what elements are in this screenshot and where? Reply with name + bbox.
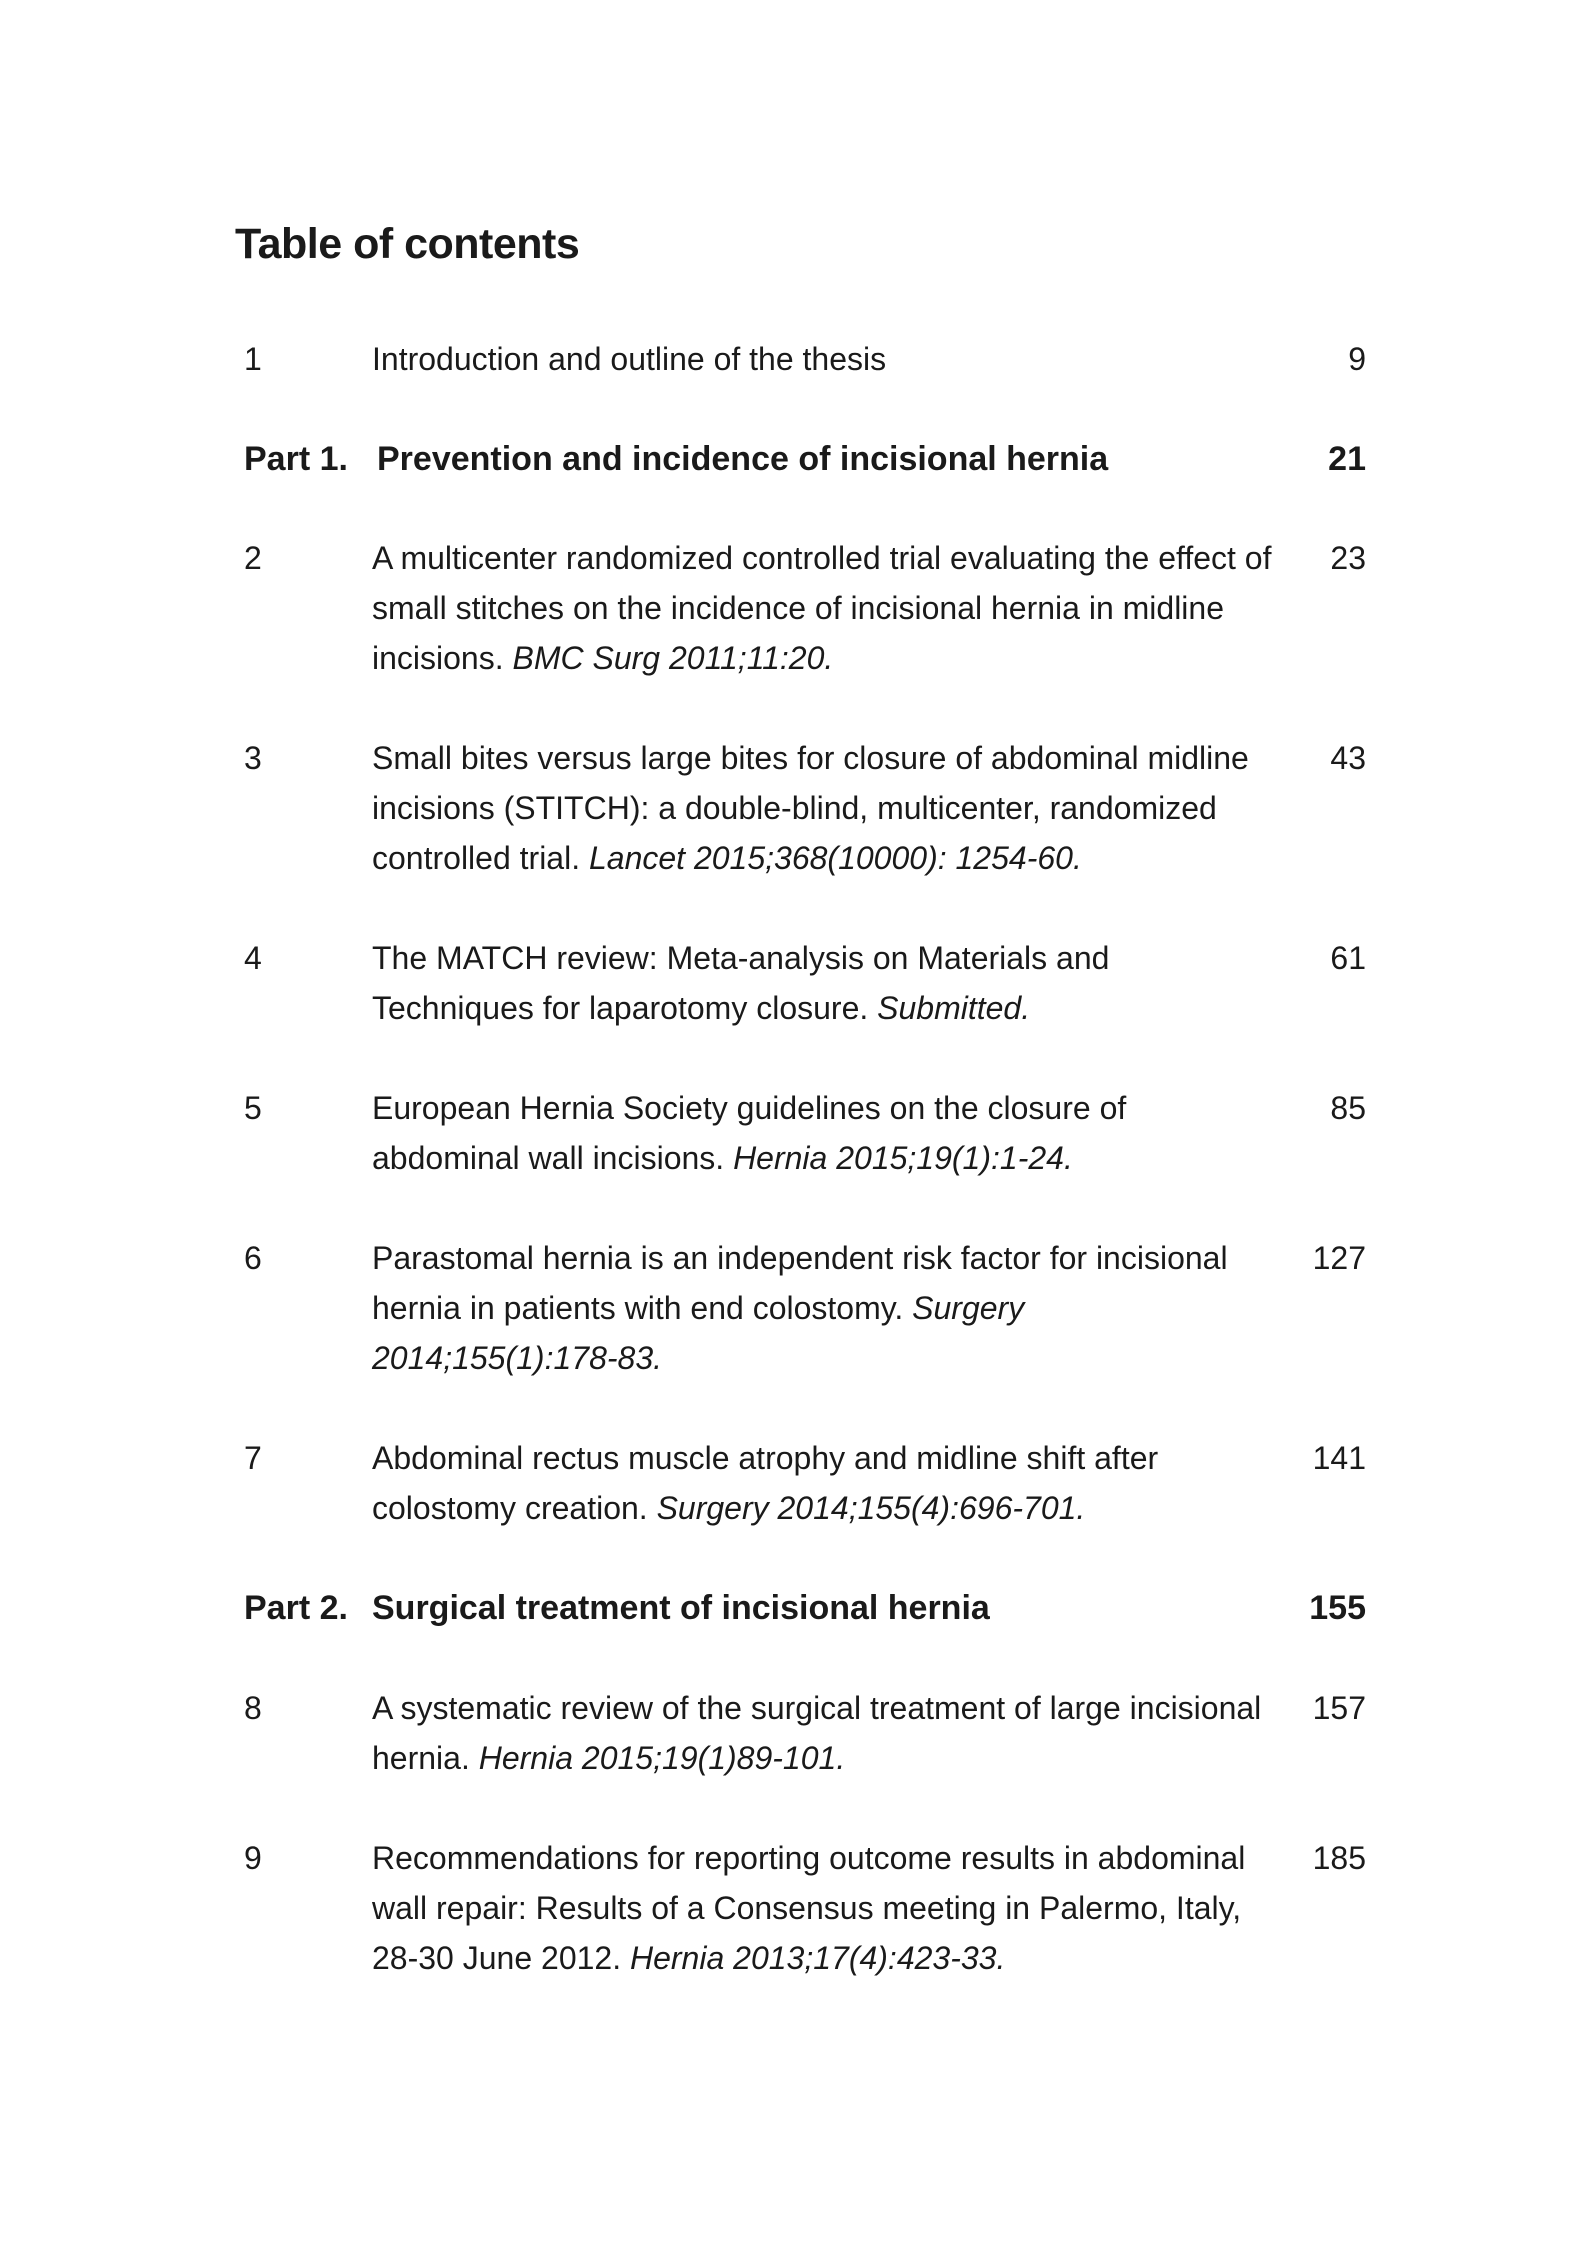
chapter-title-text: A multicenter randomized controlled trial evaluating the effect of small stitches on the incidence of incisional hernia in midline incisions. [372, 540, 1272, 676]
chapter-number: 4 [244, 940, 262, 976]
chapter-title [372, 1433, 1272, 1533]
chapter-title-text: European Hernia Society guidelines on the closure of abdominal wall incisions. [372, 1090, 1127, 1176]
chapter-title-text: A systematic review of the surgical treatment of large incisional hernia. [372, 1690, 1262, 1776]
part-number: Part 2. [244, 1589, 348, 1627]
citation: BMC Surg 2011;11:20. [512, 640, 834, 676]
page-number: 185 [1312, 1840, 1366, 1876]
chapter-title-text: Parastomal hernia is an independent risk factor for incisional hernia in patients with end colostomy. [372, 1240, 1228, 1326]
page-title: Table of contents [235, 220, 580, 268]
page-number: 43 [1330, 740, 1366, 776]
citation: Lancet 2015;368(10000): 1254-60. [588, 840, 1082, 876]
chapter-number: 3 [244, 740, 262, 776]
page-number: 21 [1328, 440, 1366, 478]
chapter-number: 6 [244, 1240, 262, 1276]
part-number: Part 1. [244, 440, 348, 478]
page-number: 61 [1330, 940, 1366, 976]
chapter-title-text: Recommendations for reporting outcome results in abdominal wall repair: Results of a Consensus meeting in Palermo, Italy, 28-30 June 2012. [372, 1840, 1246, 1976]
chapter-title [372, 933, 1272, 1033]
citation: Submitted. [877, 990, 1031, 1026]
chapter-title-text: The MATCH review: Meta-analysis on Materials and Techniques for laparotomy closure. [372, 940, 1110, 1026]
page-number: 85 [1330, 1090, 1366, 1126]
page-number: 23 [1330, 540, 1366, 576]
page-number: 155 [1309, 1589, 1366, 1627]
chapter-title-text: Small bites versus large bites for closure of abdominal midline incisions (STITCH): a double-blind, multicenter, randomized controlled trial. [372, 740, 1249, 876]
chapter-number: 5 [244, 1090, 262, 1126]
part-title: Prevention and incidence of incisional hernia [377, 440, 1109, 478]
citation: Hernia 2015;19(1)89-101. [478, 1740, 846, 1776]
page-number: 141 [1312, 1440, 1366, 1476]
chapter-title [372, 1233, 1272, 1383]
chapter-number: 8 [244, 1690, 262, 1726]
chapter-title: Introduction and outline of the thesis [372, 341, 887, 377]
page-number: 127 [1312, 1240, 1366, 1276]
chapter-title-text: Abdominal rectus muscle atrophy and midline shift after colostomy creation. [372, 1440, 1159, 1526]
chapter-title [372, 1083, 1272, 1183]
citation: Surgery 2014;155(4):696-701. [656, 1490, 1086, 1526]
citation: Surgery 2014;155(1):178-83. [372, 1290, 1025, 1376]
chapter-title [372, 733, 1272, 883]
citation: Hernia 2015;19(1):1-24. [733, 1140, 1073, 1176]
chapter-title [372, 533, 1272, 683]
chapter-number: 7 [244, 1440, 262, 1476]
page-number: 157 [1312, 1690, 1366, 1726]
chapter-number: 9 [244, 1840, 262, 1876]
citation: Hernia 2013;17(4):423-33. [629, 1940, 1006, 1976]
chapter-title [372, 1683, 1272, 1783]
chapter-number: 2 [244, 540, 262, 576]
page-number: 9 [1348, 341, 1366, 377]
chapter-title [372, 1833, 1272, 1983]
part-title: Surgical treatment of incisional hernia [372, 1589, 990, 1627]
chapter-number: 1 [244, 341, 262, 377]
